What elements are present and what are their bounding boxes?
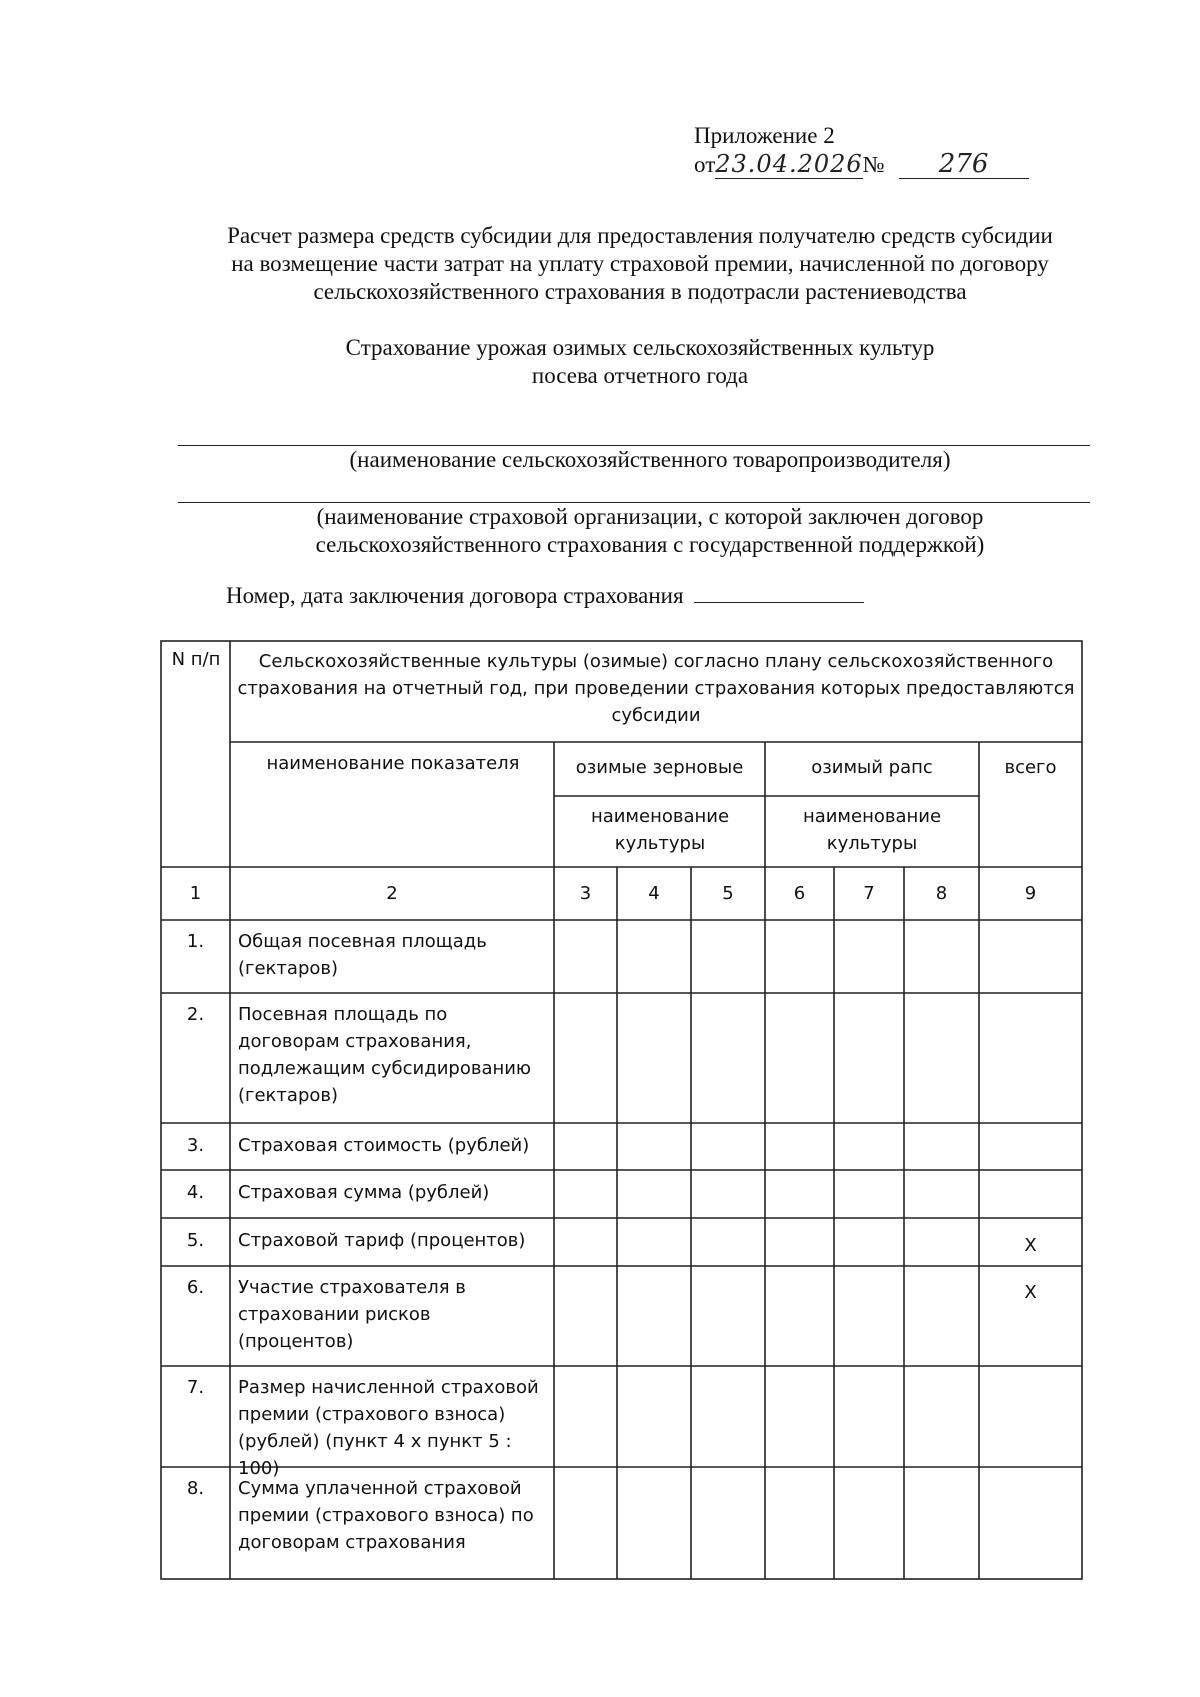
row-number: 7. xyxy=(186,1377,205,1398)
handwritten-number: 276 xyxy=(899,150,1029,179)
subsidy-calculation-table xyxy=(160,640,1083,1580)
insurer-caption-line-2: сельскохозяйственного страхования с государственной поддержкой) xyxy=(315,532,985,557)
col-no-header: N п/п xyxy=(171,649,221,670)
row-number: 8. xyxy=(186,1478,205,1499)
column-number: 7 xyxy=(863,883,875,904)
column-number: 3 xyxy=(579,883,592,904)
column-number: 6 xyxy=(793,883,806,904)
row-number: 1. xyxy=(186,931,205,952)
annex-number-label: № xyxy=(862,152,885,177)
column-number: 9 xyxy=(1024,883,1037,904)
column-number: 8 xyxy=(935,883,948,904)
document-subtitle xyxy=(160,334,1120,390)
row-number: 5. xyxy=(186,1230,205,1251)
column-number: 2 xyxy=(386,883,398,904)
group-winter-grain-header: озимые зерновые xyxy=(575,757,744,778)
row-label: Размер начисленной страховой премии (страхового взноса) (рублей) (пункт 4 х пункт 5 : 100) xyxy=(238,1377,539,1479)
contract-blank-field[interactable] xyxy=(694,582,864,603)
contract-label: Номер, дата заключения договора страхования xyxy=(226,583,684,608)
document-title-line-1: Расчет размера средств субсидии для предоставления получателю средств субсидии xyxy=(227,223,1053,248)
column-number: 5 xyxy=(722,883,734,904)
insurer-caption-line-1: (наименование страховой организации, с которой заключен договор xyxy=(316,504,984,529)
column-number: 1 xyxy=(189,883,202,904)
row-number: 3. xyxy=(186,1135,205,1156)
crop-name-header-rapeseed: наименование культуры xyxy=(802,806,942,854)
document-title xyxy=(160,222,1120,306)
annex-date-number-line xyxy=(694,150,1029,179)
annex-from-label: от xyxy=(694,152,716,177)
row-label: Сумма уплаченной страховой премии (страхового взноса) по договорам страхования xyxy=(238,1478,534,1553)
row-label: Участие страхователя в страховании рисков (процентов) xyxy=(238,1277,466,1352)
row-label: Страховая стоимость (рублей) xyxy=(238,1135,530,1156)
main-header: Сельскохозяйственные культуры (озимые) согласно плану сельскохозяйственного страхования на отчетный год, при проведении страхования которых предоставляются субсидии xyxy=(237,651,1075,726)
row-label: Страховой тариф (процентов) xyxy=(238,1230,526,1251)
indicator-header: наименование показателя xyxy=(266,753,520,774)
document-title-line-2: на возмещение части затрат на уплату страховой премии, начисленной по договору xyxy=(231,251,1049,276)
group-winter-rapeseed-header: озимый рапс xyxy=(811,757,933,778)
handwritten-date: 23.04.2026 xyxy=(715,150,863,178)
total-header: всего xyxy=(1004,757,1057,778)
subtitle-line-1: Страхование урожая озимых сельскохозяйственных культур xyxy=(345,335,935,360)
subtitle-line-2: посева отчетного года xyxy=(531,363,749,388)
annex-reference xyxy=(694,122,1029,179)
crop-name-header-grain: наименование культуры xyxy=(590,806,730,854)
document-title-line-3: сельскохозяйственного страхования в подотрасли растениеводства xyxy=(313,279,967,304)
row-total: Х xyxy=(1024,1235,1037,1256)
row-number: 2. xyxy=(186,1004,205,1025)
producer-caption: (наименование сельскохозяйственного товаропроизводителя) xyxy=(349,447,951,472)
annex-title: Приложение 2 xyxy=(694,123,835,148)
row-total: Х xyxy=(1024,1282,1037,1303)
row-number: 4. xyxy=(186,1182,205,1203)
column-number: 4 xyxy=(648,883,660,904)
row-label: Общая посевная площадь (гектаров) xyxy=(238,931,487,979)
row-label: Посевная площадь по договорам страхования, подлежащим субсидированию (гектаров) xyxy=(238,1004,532,1106)
insurer-caption xyxy=(160,503,1140,559)
row-number: 6. xyxy=(186,1277,205,1298)
row-label: Страховая сумма (рублей) xyxy=(238,1182,490,1203)
contract-info xyxy=(226,582,864,610)
